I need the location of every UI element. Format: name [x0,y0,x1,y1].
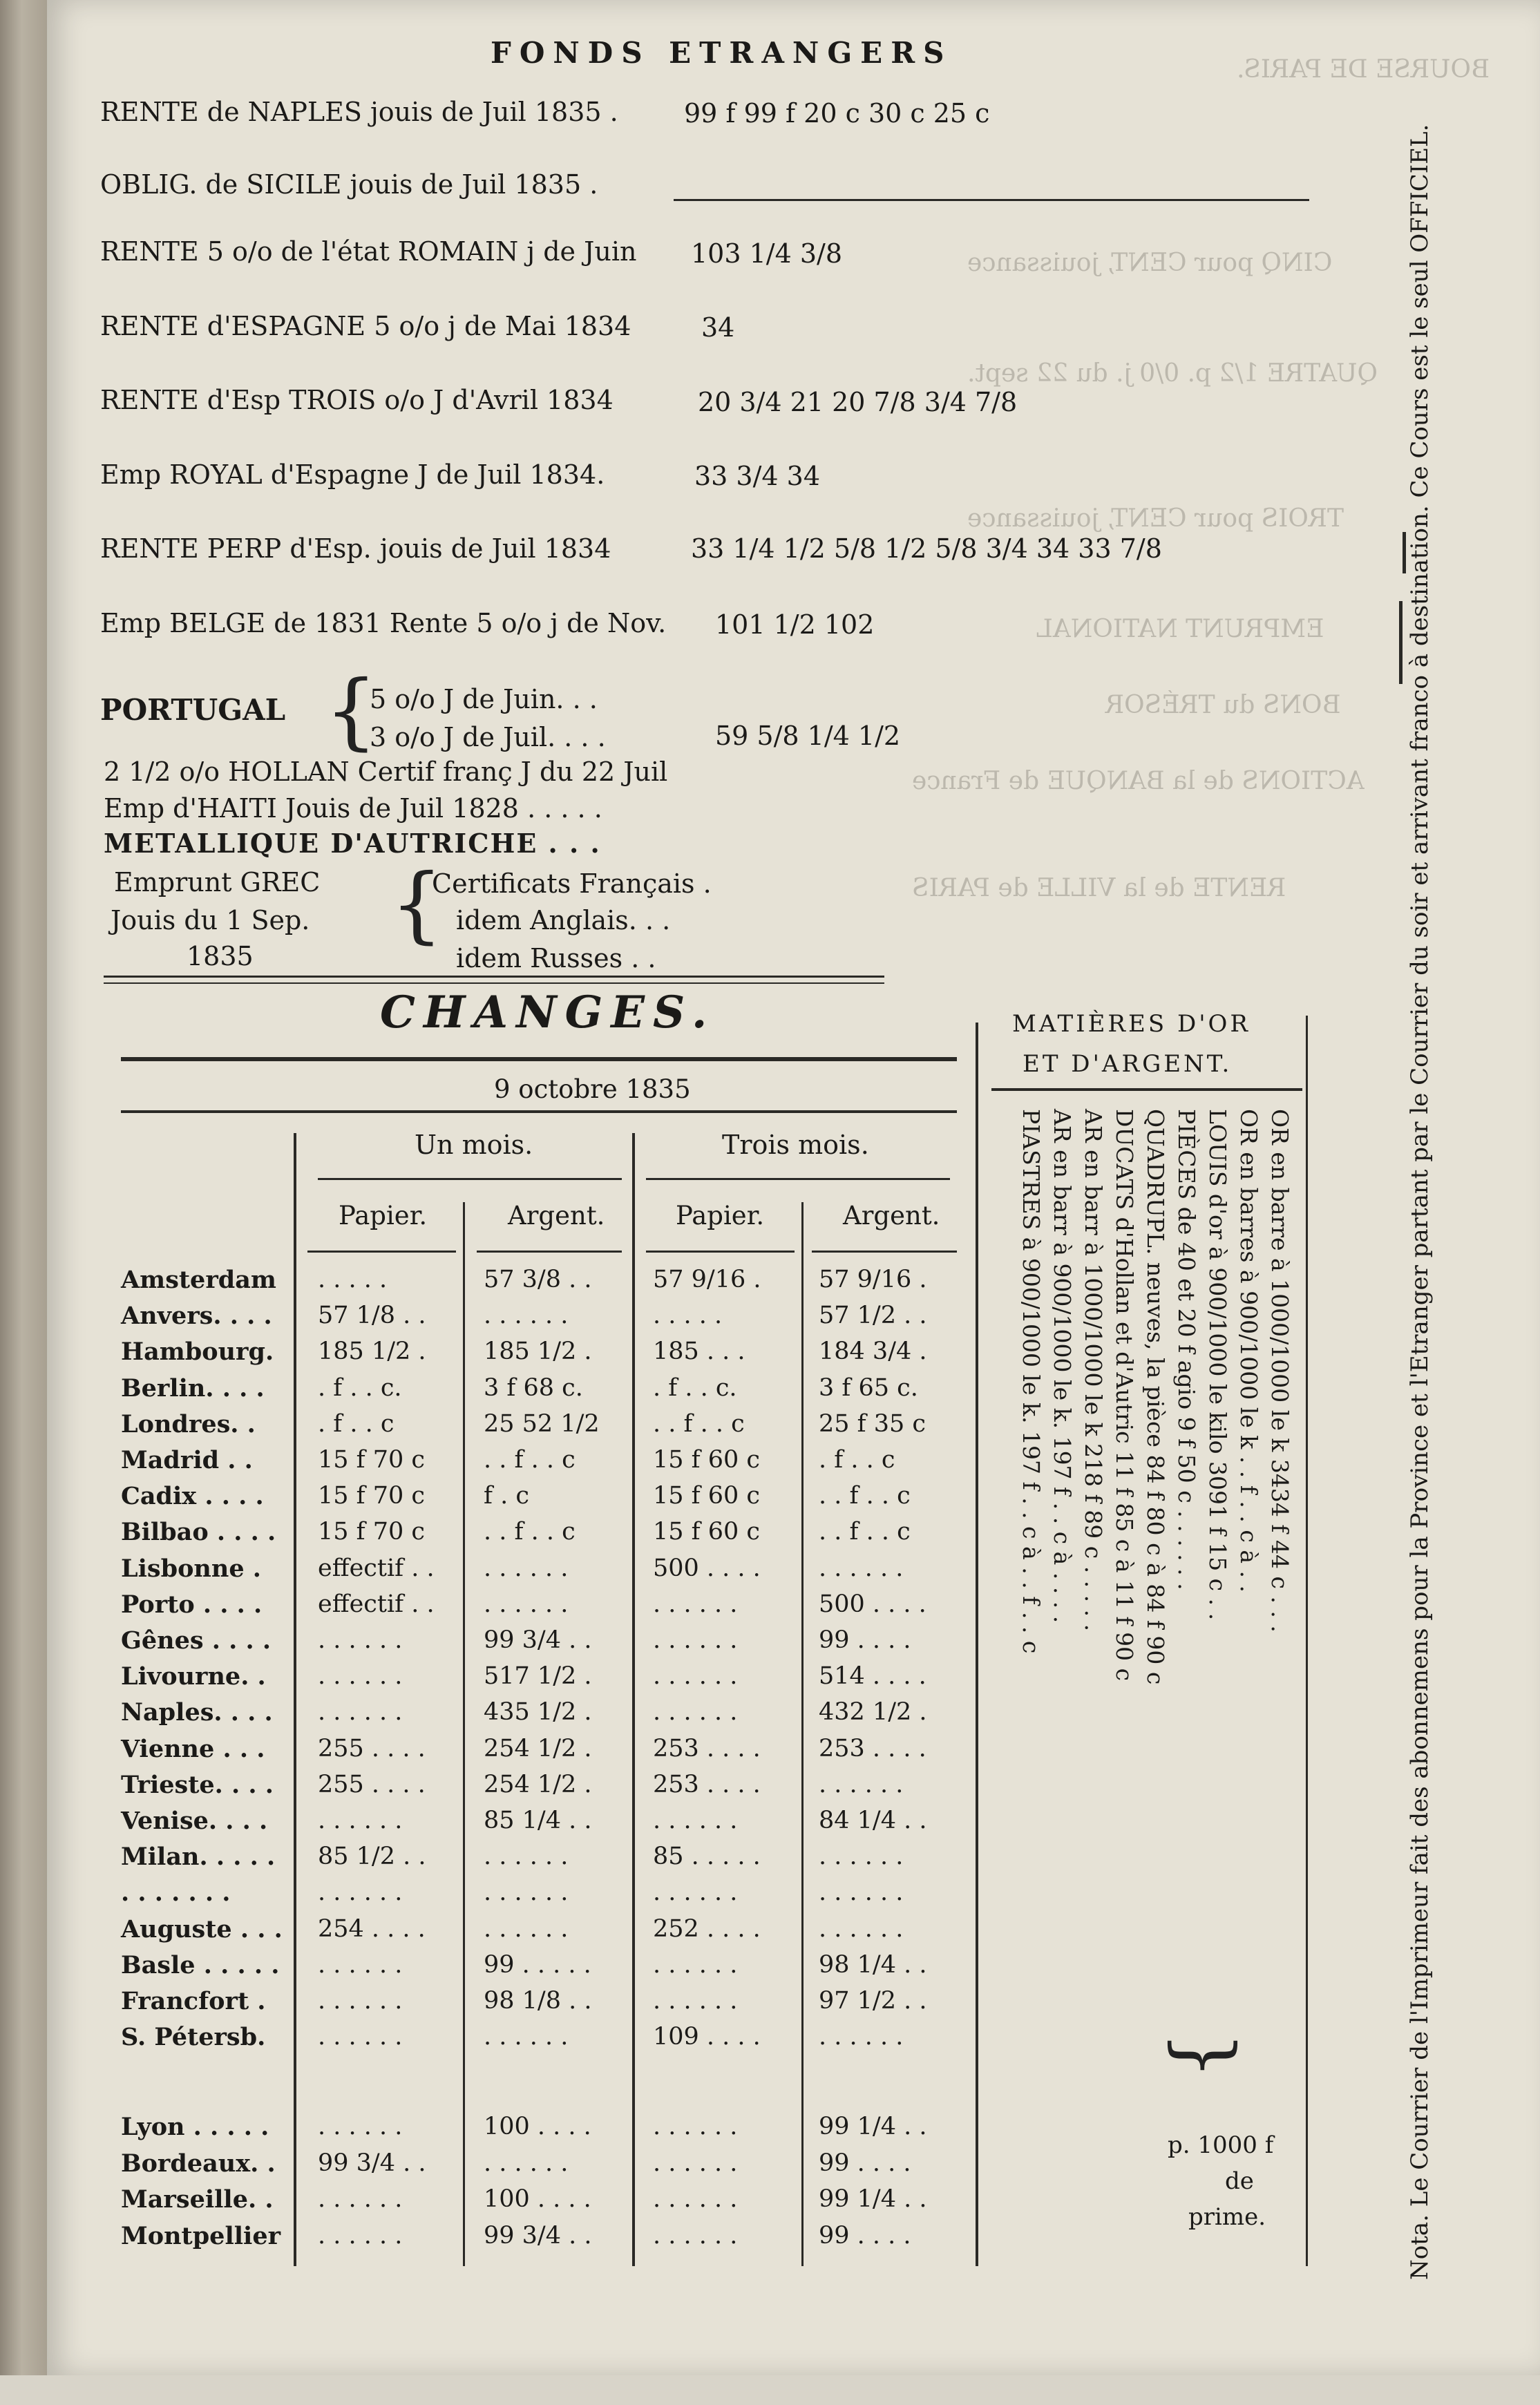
binding-spine [0,0,48,2405]
rate-cell: 99 3/4 . . [484,2221,592,2250]
edge-mark [1399,601,1403,684]
rate-cell: . . f . . c [819,1518,911,1546]
divider [121,1057,957,1061]
rate-cell: . f . . c. [318,1373,402,1402]
rate-cell: 97 1/2 . . [819,1987,927,2015]
rente-values: 34 [701,312,735,343]
matiere-line: AR en barr à 900/1000 le k. 197 f . . c à . . . . [1049,1109,1076,1624]
rate-cell: 85 . . . . . [653,1843,761,1871]
brace-icon: { [1154,2031,1243,2080]
rate-cell: . . . . . . [318,1698,403,1727]
rate-cell: . . . . . . [318,2221,403,2250]
rate-cell: 15 f 70 c [318,1482,426,1510]
header-bracket [318,1178,622,1180]
rate-cell: . . . . . . [653,2185,738,2213]
city-cell: Vienne . . . [121,1734,265,1763]
portugal-line: 3 o/o J de Juil. . . . [370,722,606,752]
city-cell: Venise. . . . [121,1807,268,1835]
rate-cell: 253 . . . . [819,1734,926,1762]
rate-cell: 185 1/2 . [484,1338,592,1366]
rente-label: Emp ROYAL d'Espagne J de Juil 1834. [100,459,605,490]
rate-cell: 100 . . . . [484,2185,591,2213]
rate-cell: 99 . . . . [819,2221,911,2250]
rate-cell: . . . . . . [653,1807,738,1834]
rate-cell: 84 1/4 . . [819,1807,927,1834]
rate-cell: . . f . . c [819,1482,911,1510]
rate-cell: . . . . . . [484,2149,569,2177]
rente-label: RENTE d'Esp TROIS o/o J d'Avril 1834 [100,385,614,415]
rate-cell: . . . . . . [653,1698,738,1727]
rate-cell: 99 1/4 . . [819,2113,927,2140]
rate-cell: . . f . . c [653,1409,745,1438]
rate-cell: 253 . . . . [653,1770,761,1798]
city-cell: Basle . . . . . [121,1950,280,1979]
grec-right: idem Anglais. . . [456,905,671,935]
rate-cell: . . f . . c [484,1446,576,1474]
rate-cell: 252 . . . . [653,1914,761,1943]
bleed-line: QUATRE 1/2 p. 0/0 j. du 22 sept. [967,359,1378,388]
city-cell: Hambourg. [121,1338,274,1367]
rate-cell: . . . . . . [484,1554,569,1582]
rate-cell: effectif . . [318,1554,435,1582]
misc-line: 2 1/2 o/o HOLLAN Certif franç J du 22 Juil [104,757,668,787]
city-cell: Lisbonne . [121,1554,261,1583]
rate-cell: 185 1/2 . [318,1338,426,1366]
rente-label: RENTE 5 o/o de l'état ROMAIN j de Juin [100,236,637,267]
city-cell: Francfort . [121,1987,266,2015]
matiere-line: AR en barr à 1000/1000 le k 218 f 89 c . . . . . [1080,1109,1107,1632]
rate-cell: 184 3/4 . [819,1338,927,1366]
city-cell: Madrid . . [121,1446,253,1474]
city-cell: Gênes . . . . [121,1626,272,1655]
grec-left: 1835 [187,941,254,971]
rate-cell: 57 9/16 . [819,1266,927,1293]
section-header: FONDS ETRANGERS [491,36,953,70]
rente-values: 101 1/2 102 [715,609,875,640]
bleed-line: BONS du TRÉSOR [1105,691,1341,719]
city-cell: Naples. . . . [121,1698,273,1727]
rate-cell: . . . . . . [484,2023,569,2051]
grec-right: Certificats Français . [432,868,712,899]
rate-cell: . . . . . . [653,2221,738,2250]
bleed-line: CINQ pour CENT, jouissance [967,249,1333,277]
rate-cell: 57 3/8 . . [484,1266,592,1293]
rate-cell: . . . . . . [484,1302,569,1330]
rate-cell: 500 . . . . [653,1554,761,1582]
rate-cell: . . . . . . [653,2149,738,2177]
rate-cell: . . . . . . [484,1590,569,1618]
col-underline [646,1251,795,1253]
rate-cell: 57 9/16 . [653,1266,761,1293]
rate-cell: . . . . . . [819,1914,904,1943]
rate-cell: . . . . . . [318,1626,403,1654]
rate-cell: 15 f 70 c [318,1518,426,1546]
city-cell: Cadix . . . . [121,1482,264,1511]
rate-cell: . . . . . . [653,1626,738,1654]
matiere-line: QUADRUPL. neuves, la pièce 84 f 80 c à 84 f 90 c [1142,1109,1169,1685]
divider [104,982,884,984]
rate-cell: 25 52 1/2 [484,1409,600,1438]
table-vrule [632,1133,635,2266]
rate-cell: 15 f 70 c [318,1446,426,1474]
bleed-line: ACTIONS de la BANQUE de France [912,767,1365,795]
city-cell: Amsterdam [121,1266,276,1294]
bleed-line: EMPRUNT NATIONAL [1036,615,1324,643]
city-cell: S. Pétersb. [121,2023,266,2052]
matiere-line: DUCATS d'Hollan et d'Autric 11 f 85 c à 11 f 90 c [1111,1109,1138,1682]
trois-mois-header: Trois mois. [722,1130,869,1160]
edge-mark [1403,532,1406,573]
city-cell: Montpellier [121,2221,281,2250]
rate-cell: 3 f 68 c. [484,1373,583,1402]
grec-right: idem Russes . . [456,943,656,973]
matiere-line: OR en barre à 1000/1000 le k 3434 f 44 c . . . [1266,1109,1293,1633]
rate-cell: 253 . . . . [653,1734,761,1762]
changes-date: 9 octobre 1835 [494,1074,691,1104]
rate-cell: . . . . . . [653,2113,738,2140]
rate-cell: 517 1/2 . [484,1662,592,1691]
rente-values: 33 1/4 1/2 5/8 1/2 5/8 3/4 34 33 7/8 [691,533,1162,564]
rente-values: 33 3/4 34 [694,461,821,491]
city-cell: Livourne. . [121,1662,266,1691]
rate-cell: 254 1/2 . [484,1770,592,1798]
misc-line: METALLIQUE D'AUTRICHE . . . [104,828,601,859]
matiere-line: OR en barres à 900/1000 le k . . f . . c à . . [1235,1109,1262,1593]
rate-cell: 99 3/4 . . [484,1626,592,1654]
prime-text: prime. [1188,2203,1266,2231]
city-cell: Lyon . . . . . [121,2113,269,2141]
city-cell: Berlin. . . . [121,1373,265,1403]
city-cell: Anvers. . . . [121,1302,272,1331]
rente-label: OBLIG. de SICILE jouis de Juil 1835 . [100,169,598,200]
table-vrule [801,1202,804,2266]
rente-label: RENTE de NAPLES jouis de Juil 1835 . [100,97,618,127]
col-underline [477,1251,622,1253]
un-mois-header: Un mois. [415,1130,533,1160]
rente-values: 103 1/4 3/8 [691,238,843,269]
rate-cell: 254 1/2 . [484,1734,592,1762]
rate-cell: 98 1/8 . . [484,1987,592,2015]
matiere-line: PIASTRES à 900/1000 le k. 197 f . . c à . . f . . c [1018,1109,1045,1654]
matiere-line: PIÈCES de 40 et 20 f agio 9 f 50 c . . . . . . [1173,1109,1200,1590]
rate-cell: . . . . . . [819,1879,904,1907]
city-cell: Trieste. . . . [121,1770,274,1799]
col-header: Papier. [339,1201,428,1230]
portugal-values: 59 5/8 1/4 1/2 [715,721,901,751]
col-header: Argent. [843,1201,940,1230]
rate-cell: . . . . . . [318,2113,403,2140]
divider [121,1110,957,1113]
bleed-line: TROIS pour CENT, jouissance [967,504,1344,533]
col-underline [812,1251,957,1253]
rente-label: Emp BELGE de 1831 Rente 5 o/o j de Nov. [100,608,667,638]
rate-cell: 57 1/8 . . [318,1302,426,1330]
rate-cell: . f . . c [318,1409,394,1438]
rate-cell: . . . . . . [653,1879,738,1907]
city-cell: . . . . . . . [121,1879,231,1908]
rate-cell: 500 . . . . [819,1590,926,1618]
rate-cell: . . f . . c [484,1518,576,1546]
rate-cell: 255 . . . . [318,1734,426,1762]
header-bracket [646,1178,950,1180]
rate-cell: 99 3/4 . . [318,2149,426,2177]
rate-cell: . . . . . . [484,1843,569,1871]
rate-cell: 99 . . . . [819,1626,911,1654]
rate-cell: 99 . . . . . [484,1950,591,1979]
rate-cell: . . . . . . [819,1554,904,1582]
rate-cell: 255 . . . . [318,1770,426,1798]
city-cell: Auguste . . . [121,1914,283,1943]
matiere-line: LOUIS d'or à 900/1000 le kilo 3091 f 15 c . . [1204,1109,1231,1621]
city-cell: Marseille. . [121,2185,274,2214]
col-header: Papier. [676,1201,765,1230]
rate-cell: . . . . . . [318,1807,403,1834]
matieres-title: ET D'ARGENT. [1023,1050,1233,1078]
table-vrule [463,1202,465,2266]
rate-cell: . . . . . . [819,1843,904,1871]
matieres-title: MATIÈRES D'OR [1012,1010,1251,1038]
city-cell: Londres. . [121,1409,256,1438]
rate-cell: 435 1/2 . [484,1698,592,1727]
rate-cell: f . c [484,1482,529,1510]
table-vrule [976,1023,978,2266]
rate-cell: . . . . . [318,1266,388,1293]
rate-cell: 98 1/4 . . [819,1950,927,1979]
city-cell: Milan. . . . . [121,1843,276,1872]
rate-cell: 15 f 60 c [653,1446,761,1474]
rate-cell: 85 1/4 . . [484,1807,592,1834]
rate-cell: 85 1/2 . . [318,1843,426,1871]
portugal-line: 5 o/o J de Juin. . . [370,684,598,714]
rate-cell: . . . . . . [653,1950,738,1979]
rate-cell: . . . . . . [653,1590,738,1618]
rate-cell: . . . . . . [318,2023,403,2051]
col-header: Argent. [508,1201,605,1230]
bleed-line: BOURSE DE PARIS. [1237,55,1490,84]
divider [991,1088,1302,1091]
rate-cell: 100 . . . . [484,2113,591,2140]
brace-icon: { [325,663,378,759]
rate-cell: 57 1/2 . . [819,1302,927,1330]
rate-cell: . . . . . . [819,1770,904,1798]
brace-icon: { [390,857,444,953]
rate-cell: 432 1/2 . [819,1698,927,1727]
rate-cell: . f . . c. [653,1373,737,1402]
bottom-margin [0,2375,1540,2405]
rate-cell: . . . . . [653,1302,723,1330]
rate-cell: . . . . . . [484,1879,569,1907]
city-cell: Porto . . . . [121,1590,263,1619]
rate-cell: . . . . . . [653,1987,738,2015]
rate-cell: . . . . . . [484,1914,569,1943]
rate-cell: 3 f 65 c. [819,1373,918,1402]
grec-left: Emprunt GREC [114,867,321,897]
blank-rule [674,199,1309,201]
rate-cell: . . . . . . [318,1987,403,2015]
divider [104,976,884,978]
rate-cell: 254 . . . . [318,1914,426,1943]
rate-cell: . . . . . . [653,1662,738,1691]
rente-values: 20 3/4 21 20 7/8 3/4 7/8 [698,387,1018,417]
rente-values: 99 f 99 f 20 c 30 c 25 c [684,98,990,129]
rente-label: RENTE PERP d'Esp. jouis de Juil 1834 [100,533,611,564]
rate-cell: 109 . . . . [653,2023,761,2051]
rate-cell: 514 . . . . [819,1662,926,1691]
portugal-label: PORTUGAL [100,693,286,727]
paper-sheet [47,0,1540,2377]
rate-cell: 185 . . . [653,1338,745,1366]
city-cell: Bordeaux. . [121,2149,276,2178]
table-vrule [294,1133,296,2266]
rate-cell: 15 f 60 c [653,1518,761,1546]
misc-line: Emp d'HAITI Jouis de Juil 1828 . . . . . [104,793,602,824]
rate-cell: . f . . c [819,1446,895,1474]
rate-cell: . . . . . . [819,2023,904,2051]
prime-text: p. 1000 f [1168,2131,1274,2159]
rate-cell: . . . . . . [318,1950,403,1979]
rate-cell: 25 f 35 c [819,1409,926,1438]
prime-text: de [1225,2167,1254,2195]
rate-cell: . . . . . . [318,2185,403,2213]
rate-cell: . . . . . . [318,1662,403,1691]
col-underline [307,1251,456,1253]
rate-cell: 15 f 60 c [653,1482,761,1510]
rente-label: RENTE d'ESPAGNE 5 o/o j de Mai 1834 [100,311,631,341]
rate-cell: . . . . . . [318,1879,403,1907]
rate-cell: 99 1/4 . . [819,2185,927,2213]
grec-left: Jouis du 1 Sep. [111,905,310,935]
bleed-line: RENTE de la VILLE de PARIS [912,874,1286,902]
changes-title: CHANGES. [380,987,716,1038]
rate-cell: effectif . . [318,1590,435,1618]
table-vrule [1306,1016,1308,2266]
rate-cell: 99 . . . . [819,2149,911,2177]
city-cell: Bilbao . . . . [121,1518,276,1547]
side-note: Nota. Le Courrier de l'Imprimeur fait des abonnemens pour la Province et l'Etranger partant par le Courrier du soir et arrivant franco à destination. Ce Cours est le seul OFFICIEL. [1406,124,1434,2280]
